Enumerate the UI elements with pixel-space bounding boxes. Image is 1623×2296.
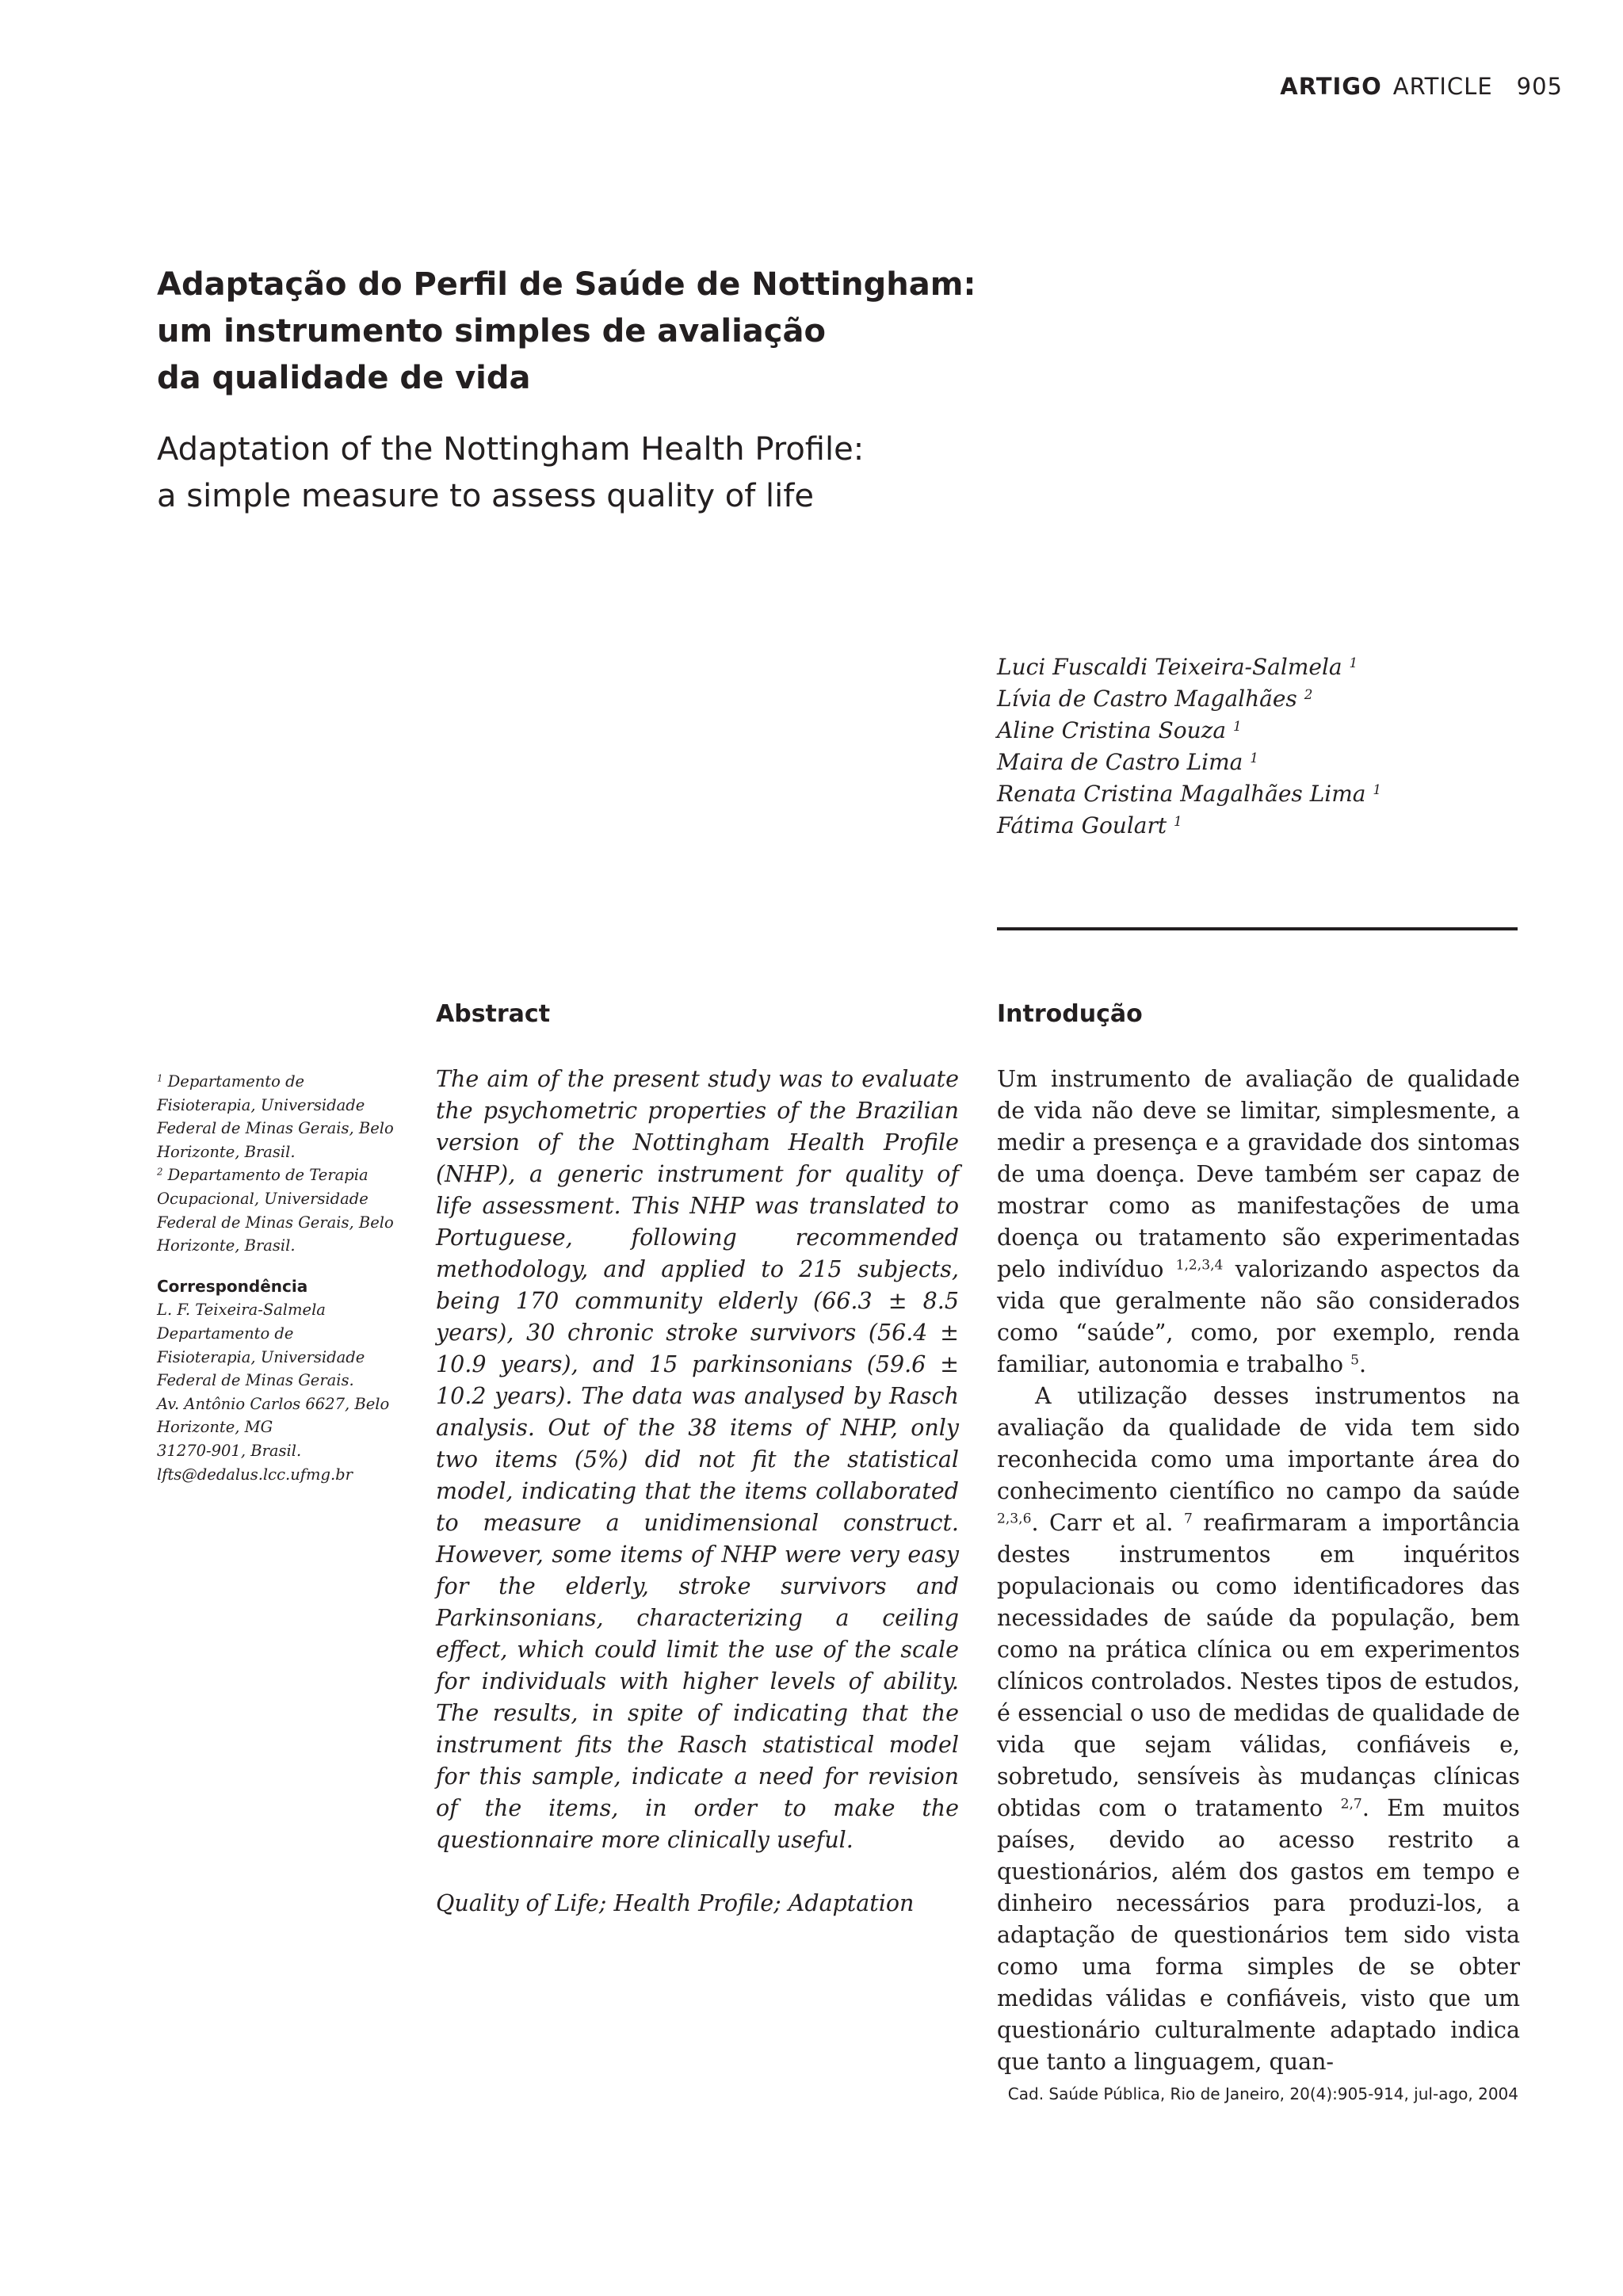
intro-paragraph-2: A utilização desses instrumentos na avaliação da qualidade de vida tem sido reconhecida como uma importante área do conhecimento científico no campo da saúde $^{2,3,6}$. Carr et al. $^7$ reafirmaram a importância destes instrumentos em inquéritos populacionais ou como identificadores das necessidades de saúde da população, bem como na prática clínica ou em experimentos clínicos controlados. Nestes tipos de estudos, é essencial o uso de medidas de qualidade de vida que sejam válidas, confiáveis e, sobretudo, sensíveis às mudanças clínicas obtidas com o tratamento $^{2,7}$. Em muitos países, devido ao acesso restrito a questionários, além dos gastos em tempo e dinheiro necessários para produzi-los, a adaptação de questionários tem sido vista como uma forma simples de se obter medidas válidas e confiáveis, visto que um questionário culturalmente adaptado indica que tanto a linguagem, quan- [997, 1383, 1521, 2075]
footer-citation: Cad. Saúde Pública, Rio de Janeiro, 20(4):905-914, jul-ago, 2004 [1007, 2084, 1518, 2103]
correspondence-address: Av. Antônio Carlos 6627, Belo Horizonte, MG [157, 1394, 390, 1437]
affiliations-sidebar [157, 1070, 395, 1486]
title-pt-line-1: Adaptação do Perfil de Saúde de Nottingham: [157, 266, 976, 303]
running-header [1280, 73, 1563, 100]
section-label-pt: ARTIGO [1280, 73, 1382, 100]
title-pt-line-2: um instrumento simples de avaliação [157, 313, 826, 350]
abstract-body [436, 1064, 959, 1920]
title-en-line-2: a simple measure to assess quality of life [157, 478, 814, 514]
affiliation-1: $^1$ Departamento de Fisioterapia, Universidade Federal de Minas Gerais, Belo Horizonte, Brasil. [157, 1072, 394, 1161]
introduction-heading: Introdução [997, 1000, 1143, 1028]
author-list [997, 651, 1520, 842]
affiliation-2: $^2$ Departamento de Terapia Ocupacional, Universidade Federal de Minas Gerais, Belo Horizonte, Brasil. [157, 1166, 394, 1255]
author: Maira de Castro Lima $^1$ [997, 749, 1258, 775]
section-label-en: ARTICLE [1392, 73, 1493, 100]
author-divider [997, 927, 1518, 930]
abstract-keywords: Quality of Life; Health Profile; Adaptation [436, 1890, 915, 1916]
correspondence-postal: 31270-901, Brasil. [157, 1441, 302, 1460]
author: Fátima Goulart $^1$ [997, 812, 1182, 839]
abstract-heading: Abstract [436, 1000, 551, 1028]
introduction-body [997, 1064, 1520, 2078]
correspondence-heading: Correspondência [157, 1276, 308, 1296]
correspondence-name: L. F. Teixeira-Salmela [157, 1301, 326, 1320]
correspondence-dept: Departamento de Fisioterapia, Universidade Federal de Minas Gerais. [157, 1324, 365, 1390]
correspondence-email: lfts@dedalus.lcc.ufmg.br [157, 1465, 353, 1484]
page-number: 905 [1516, 73, 1563, 100]
title-en-line-1: Adaptation of the Nottingham Health Profile: [157, 431, 865, 468]
title-pt-line-3: da qualidade de vida [157, 360, 531, 396]
author: Luci Fuscaldi Teixeira-Salmela $^1$ [997, 654, 1358, 680]
intro-paragraph-1: Um instrumento de avaliação de qualidade de vida não deve se limitar, simplesmente, a medir a presença e a gravidade dos sintomas de uma doença. Deve também ser capaz de mostrar como as manifestações de uma doença ou tratamento são experimentadas pelo indivíduo $^{1,2,3,4}$ valorizando aspectos da vida que geralmente não são considerados como “saúde”, como, por exemplo, renda familiar, autonomia e trabalho $^5$. [997, 1066, 1521, 1377]
author: Lívia de Castro Magalhães $^2$ [997, 686, 1313, 712]
author: Renata Cristina Magalhães Lima $^1$ [997, 781, 1382, 807]
title-english [157, 426, 1029, 520]
abstract-text: The aim of the present study was to evaluate the psychometric properties of the Brazilian version of the Nottingham Health Profile (NHP), a generic instrument for quality of life assessment. This NHP was translated to Portuguese, following recommended methodology, and applied to 215 subjects, being 170 community elderly (66.3 ± 8.5 years), 30 chronic stroke survivors (56.4 ± 10.9 years), and 15 parkinsonians (59.6 ± 10.2 years). The data was analysed by Rasch analysis. Out of the 38 items of NHP, only two items (5%) did not fit the statistical model, indicating that the items collaborated to measure a unidimensional construct. However, some items of NHP were very easy for the elderly, stroke survivors and Parkinsonians, characterizing a ceiling effect, which could limit the use of the scale for individuals with higher levels of ability. The results, in spite of indicating that the instrument fits the Rasch statistical model for this sample, indicate a need for revision of the items, in order to make the questionnaire more clinically useful. [436, 1066, 959, 1853]
title-portuguese [157, 262, 1029, 402]
author: Aline Cristina Souza $^1$ [997, 717, 1242, 743]
